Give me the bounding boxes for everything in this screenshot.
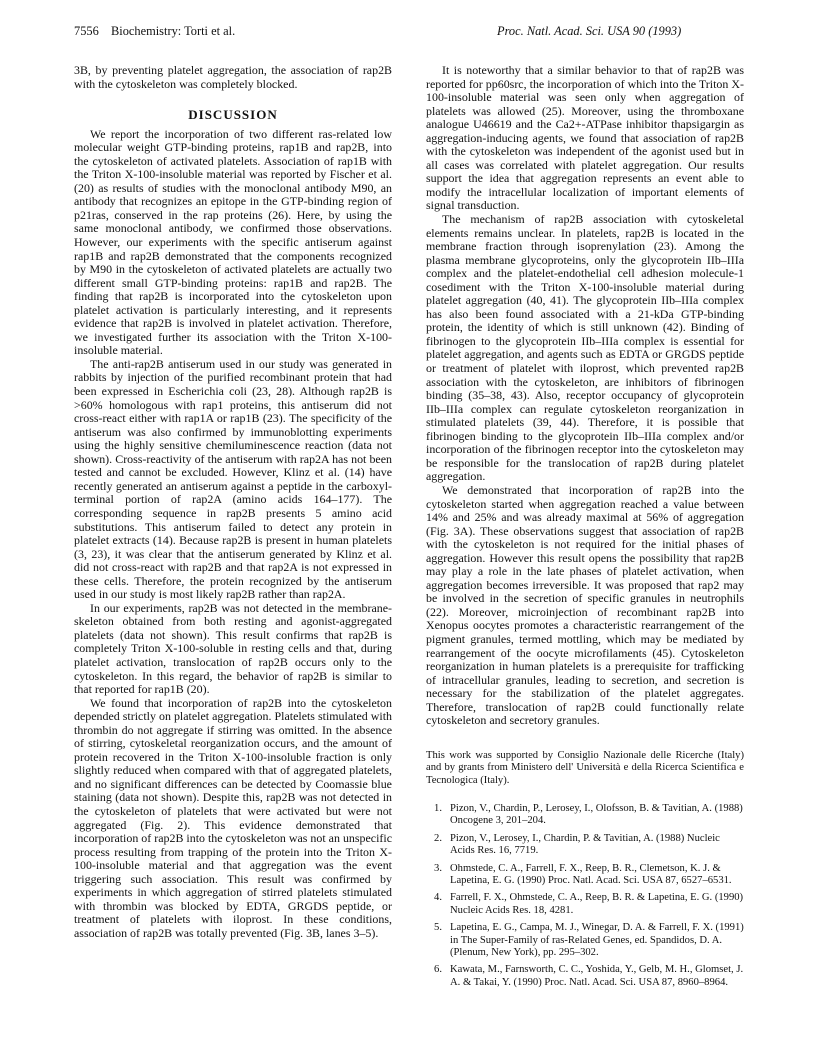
continued-paragraph: 3B, by preventing platelet aggregation, the association of rap2B with the cytoskeleton was completely blocked. (74, 63, 392, 91)
left-column (74, 64, 392, 940)
discussion-paragraph-2: The anti-rap2B antiserum used in our study was generated in rabbits by injection of the purified recombinant protein that had been expressed in Escherichia coli (23, 28). Although rap2B is >60% homologous with rap1 proteins, this antiserum did not cross-react either with rap1A or rap1B (23). The specificity of the antiserum was also confirmed by immunoblotting experiments using the highly sensitive chemiluminescence reaction (data not shown). Cross-reactivity of the antiserum with rap2A has not been tested and cannot be excluded. However, Klinz et al. (14) have recently generated an antiserum against a peptide in the carboxyl-terminal portion of rap2A (amino acids 164–177). The corresponding sequence in rap2B presents 5 amino acid substitutions. This antiserum failed to detect any protein in platelet extracts (14). Because rap2B is present in human platelets (3, 23), it was clear that the antiserum generated by Klinz et al. did not cross-react with rap2B and that rap2A is not expressed in these cells. Therefore, the protein recognized by the antiserum used in our study is most likely rap2B rather than rap2A. (74, 356, 392, 602)
reference-number: 6. (434, 964, 442, 976)
page-number: 7556 (74, 24, 99, 38)
reference-list (426, 803, 744, 989)
reference-item (426, 833, 744, 858)
right-column (426, 64, 744, 994)
running-header (0, 24, 816, 44)
reference-text: Ohmstede, C. A., Farrell, F. X., Reep, B. R., Clemetson, K. J. & Lapetina, E. G. (1990) Proc. Natl. Acad. Sci. USA 87, 6527–6531. (450, 862, 732, 887)
reference-item (426, 863, 744, 888)
reference-item (426, 803, 744, 828)
reference-text: Kawata, M., Farnsworth, C. C., Yoshida, Y., Gelb, M. H., Glomset, J. A. & Takai, Y. (1990) Proc. Natl. Acad. Sci. USA 87, 8960–8964. (450, 964, 744, 988)
reference-number: 2. (434, 832, 442, 844)
reference-text: Pizon, V., Chardin, P., Lerosey, I., Olofsson, B. & Tavitian, A. (1988) Oncogene 3, 201–204. (450, 803, 743, 827)
discussion-paragraph-6: The mechanism of rap2B association with cytoskeletal elements remains unclear. In platelets, rap2B is located in the membrane fraction through isoprenylation (23). Among the plasma membrane glycoproteins, only the glycoprotein IIb–IIIa complex and the platelet-endothelial cell adhesion molecule-1 cosediment with the Triton X-100-insoluble material during platelet aggregation (40, 41). The glycoprotein IIb–IIIa complex has also been found associated with a 21-kDa GTP-binding protein, the identity of which is still unknown (42). Binding of fibrinogen to the glycoprotein IIb–IIIa complex is essential for platelet aggregation, and agents such as EDTA or GRGDS peptide or treatment of platelet with iloprost, which prevented rap2B association with the cytoskeleton, are inhibitors of fibrinogen binding (35–38, 43). Also, receptor occupancy of glycoprotein IIb–IIIa complex can regulate cytoskeleton reorganization in stimulated platelets (39, 44). Therefore, it is possible that fibrinogen binding to the glycoprotein IIb–IIIa complex and/or incorporation of the fibrinogen receptor into the cytoskeleton may be responsible for the translocation of rap2B during platelet aggregation. (426, 212, 744, 484)
section-heading-discussion: DISCUSSION (188, 107, 278, 123)
running-title-left: Biochemistry: Torti et al. (111, 24, 236, 38)
discussion-paragraph-5: It is noteworthy that a similar behavior to that of rap2B was reported for pp60src, the incorporation of which into the Triton X-100-insoluble material was seen only when aggregation of platelets was allowed (25). Moreover, using the thromboxane analogue U46619 and the Ca2+-ATPase inhibitor thapsigargin as aggregation-inducing agents, we found that association of rap2B with the cytoskeleton was independent of the agonist used but in all cases was correlated with platelet aggregation. Our results support the idea that aggregation represents an event able to modify the intracellular localization of important elements of signal transduction. (426, 63, 744, 213)
reference-item (426, 892, 744, 917)
discussion-paragraph-3: In our experiments, rap2B was not detected in the membrane-skeleton obtained from both resting and agonist-aggregated platelets (data not shown). This result confirms that rap2B is completely Triton X-100-soluble in resting cells and that, during platelet activation, translocation of rap2B occurs only to the cytoskeleton. In this regard, the behavior of rap2B is similar to that reported for rap1B (20). (74, 600, 392, 697)
reference-number: 5. (434, 922, 442, 934)
reference-number: 3. (434, 862, 442, 874)
discussion-paragraph-7: We demonstrated that incorporation of rap2B into the cytoskeleton started when aggregation reached a value between 14% and 25% and was already maximal at 56% of aggregation (Fig. 3A). These observations suggest that association of rap2B with the cytoskeleton is not required for the initial phases of aggregation. However this result opens the possibility that rap2B may play a role in the late phases of platelet activation, when aggregation becomes irreversible. It was proposed that rap2 may be involved in the secretion of specific granules in neutrophils (22). Moreover, microinjection of recombinant rap2B into Xenopus oocytes promotes a characteristic rearrangement of the pigment granules, termed mottling, which may be mediated by rearrangement of the oocyte microfilaments (45). Cytoskeleton reorganization in human platelets is a prerequisite for trafficking of intracellular granules, leading to secretion, and secretion is necessary for the stabilization of the platelet aggregates. Therefore, translocation of rap2B could functionally relate cytoskeleton and secretory granules. (426, 482, 744, 728)
reference-number: 4. (434, 892, 442, 904)
reference-text: Lapetina, E. G., Campa, M. J., Winegar, D. A. & Farrell, F. X. (1991) in The Super-Family of ras-Related Genes, ed. Spandidos, D. A. (Plenum, New York), pp. 295–302. (450, 922, 744, 959)
reference-number: 1. (434, 803, 442, 815)
running-title-right: Proc. Natl. Acad. Sci. USA 90 (1993) (497, 24, 682, 38)
acknowledgment: This work was supported by Consiglio Nazionale delle Ricerche (Italy) and by grants from Ministero dell' Università e della Ricerca Scientifica e Tecnologica (Italy). (426, 749, 744, 786)
discussion-paragraph-1: We report the incorporation of two different ras-related low molecular weight GTP-binding proteins, rap1B and rap2B, into the cytoskeleton of activated platelets. Association of rap1B with the Triton X-100-insoluble material was reported by Fischer et al. (20) as results of studies with the monoclonal antibody M90, an antibody that recognizes an epitope in the GTP-binding region of p21ras, conserved in the rap proteins (26). Here, by using the same monoclonal antibody, we confirmed those observations. However, our experiments with the specific antiserum against rap1B and rap2B demonstrated that the components recognized by M90 in the cytoskeleton of activated platelets are actually two different small GTP-binding proteins: rap1B and rap2B. The finding that rap2B is incorporated into the cytoskeleton upon platelet activation is particularly interesting, and it represents evidence that rap2B is involved in platelet activation. Therefore, we investigated further its association with the Triton X-100-insoluble material. (74, 126, 392, 358)
reference-item (426, 922, 744, 959)
discussion-paragraph-4: We found that incorporation of rap2B into the cytoskeleton depended strictly on platelet aggregation. Platelets stimulated with thrombin do not aggregate if stirring was omitted. In the absence of stirring, cytoskeletal reorganization occurs, and the amount of protein recovered in the Triton X-100-insoluble fraction is only slightly reduced when compared with that of aggregated platelets, and no significant differences can be detected by Coomassie blue staining (data not shown). Despite this, rap2B was not detected in the cytoskeleton of platelets that were activated but were not aggregated (Fig. 2). This evidence demonstrated that incorporation of rap2B into the cytoskeleton was not an unspecific process resulting from trapping of the protein into the Triton X-100-insoluble material and that aggregation was the event triggering such association. This result was confirmed by experiments in which aggregation of stirred platelets stimulated with thrombin was blocked by EDTA, GRGDS peptide, or treatment of platelets with iloprost. In these conditions, association of rap2B was totally prevented (Fig. 3B, lanes 3–5). (74, 695, 392, 940)
reference-text: Pizon, V., Lerosey, I., Chardin, P. & Tavitian, A. (1988) Nucleic Acids Res. 16, 7719. (450, 832, 720, 857)
reference-text: Farrell, F. X., Ohmstede, C. A., Reep, B. R. & Lapetina, E. G. (1990) Nucleic Acids Res. 18, 4281. (450, 892, 744, 916)
reference-item (426, 964, 744, 989)
